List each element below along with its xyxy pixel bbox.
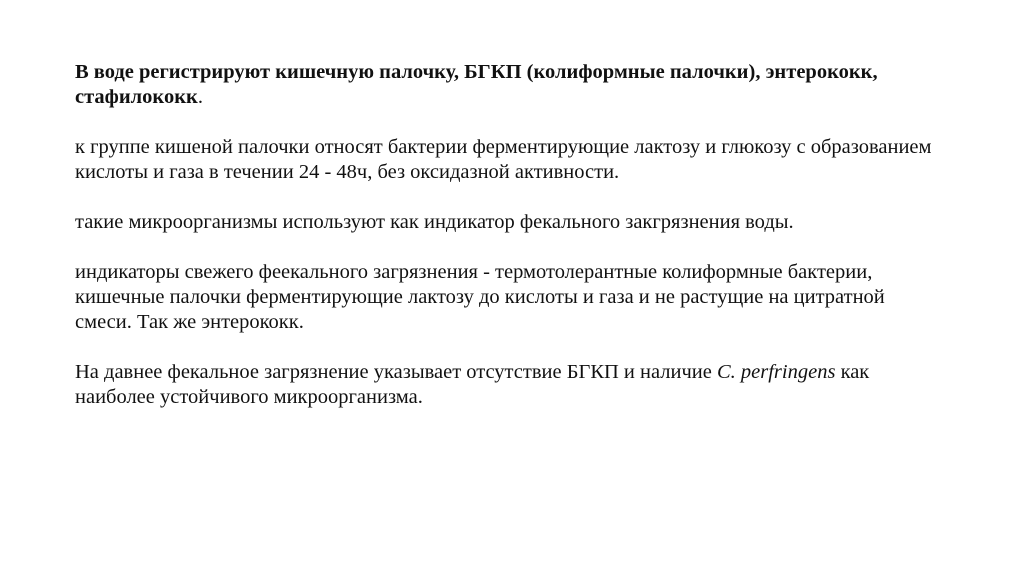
organism-name: C. perfringens (716, 361, 836, 383)
paragraph-water-organisms (75, 60, 945, 110)
paragraph-old-contamination-end: как наиболее устойчивого микроорганизма. (75, 361, 870, 408)
paragraph-old-contamination (75, 360, 945, 410)
paragraph-fresh-contamination: индикаторы свежего феекального загрязнения - термотолерантные колиформные бактерии, кишечные палочки ферментирующие лактозу до кислоты и газа и не растущие на цитратной смеси. Так же энтерококк. (75, 261, 885, 333)
slide-body (75, 60, 945, 435)
paragraph-old-contamination-start: На давнее фекальное загрязнение указывает отсутствие БГКП и наличие (75, 361, 717, 383)
paragraph-indicator: такие микроорганизмы используют как индикатор фекального закгрязнения воды. (75, 211, 794, 233)
paragraph-water-organisms-text: В воде регистрируют кишечную палочку, БГКП (колиформные палочки), энтерококк, стафилококк (75, 61, 878, 108)
paragraph-ecoli-group: к группе кишеной палочки относят бактерии ферментирующие лактозу и глюкозу с образованием кислоты и газа в течении 24 - 48ч, без оксидазной активности. (75, 136, 932, 183)
paragraph-water-organisms-period: . (197, 86, 203, 108)
